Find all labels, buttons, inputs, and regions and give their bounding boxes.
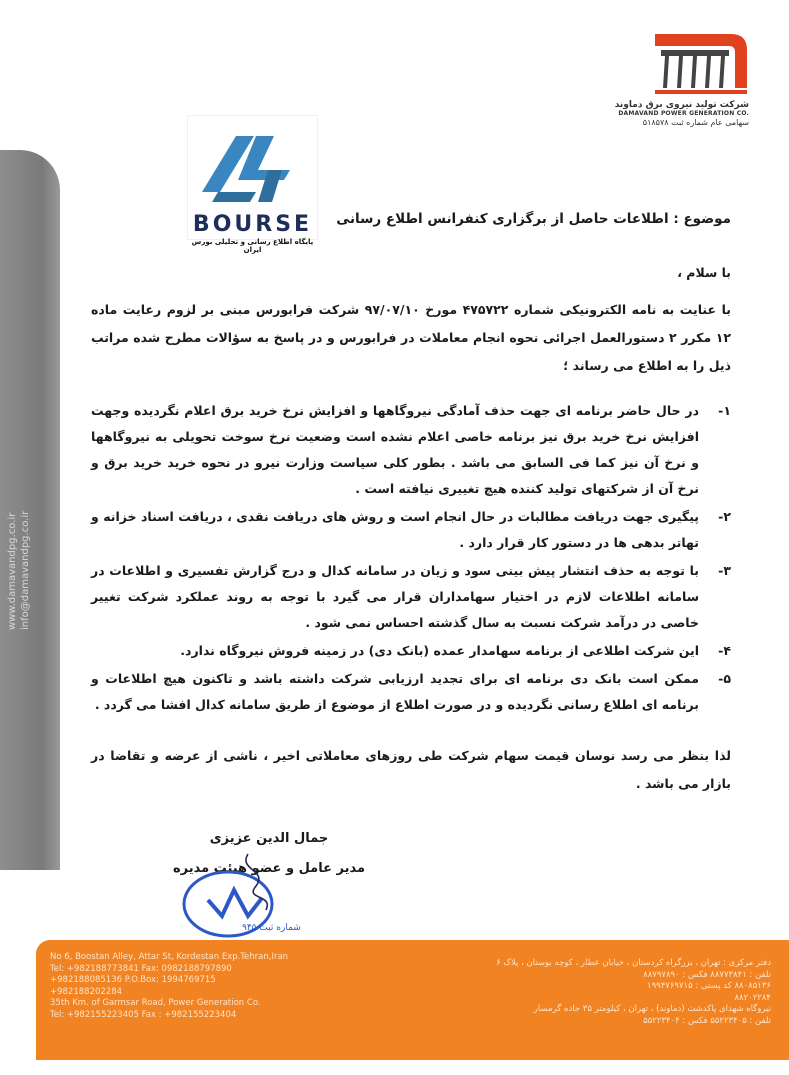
footer-line: ۸۸۰۸۵۱۳۶ کد پستی : ۱۹۹۴۷۶۹۷۱۵ — [647, 981, 771, 991]
footer-line: 35th Km. of Garmsar Road, Power Generation Co. — [50, 998, 261, 1008]
letter-greeting: با سلام ، — [677, 265, 731, 280]
bourse-wordmark: BOURSE — [192, 212, 313, 237]
footer-line: نیروگاه شهدای پاکدشت (دماوند) ، تهران ، کیلومتر ۳۵ جاده گرمسار — [533, 1004, 771, 1014]
list-item — [91, 638, 731, 664]
footer-line: Tel: +982188773841 Fax: 0982188797890 — [50, 963, 232, 974]
footer-english-contact — [50, 952, 380, 1021]
stamp-text: شماره ثبت ۹۴۵ — [242, 923, 301, 933]
letter-subject: موضوع : اطلاعات حاصل از برگزاری کنفرانس اطلاع رسانی — [336, 211, 731, 227]
footer-line: +982188202284 — [50, 986, 123, 997]
list-item — [91, 666, 731, 718]
letter-closing: لذا بنظر می رسد نوسان قیمت سهام شرکت طی روزهای معاملاتی اخیر ، ناشی از عرضه و تقاضا در بازار می باشد . — [91, 748, 731, 791]
side-email: info@damavandpg.co.ir — [20, 510, 31, 630]
signer-title: مدیر عامل و عضو هیئت مدیره — [172, 861, 366, 876]
side-website: www.damavandpg.co.ir — [7, 512, 18, 630]
bourse-24-icon — [198, 130, 308, 208]
company-name-fa: شرکت تولید نیروی برق دماوند — [614, 100, 749, 110]
company-stamp — [178, 850, 301, 940]
company-logo-icon — [649, 26, 749, 98]
letterhead-footer — [36, 940, 789, 1060]
company-name-en: DAMAVAND POWER GENERATION CO. — [618, 110, 749, 117]
list-item — [91, 398, 731, 502]
item-number: ۴- — [718, 643, 731, 658]
footer-line: No 6, Boostan Alley, Attar St, Kordestan Exp.Tehran,Iran — [50, 952, 289, 962]
company-registration: سهامی عام شماره ثبت ۵۱۸۵۷۸ — [642, 118, 749, 127]
footer-line: ۸۸۲۰۲۲۸۴ — [734, 992, 771, 1003]
item-text: در حال حاضر برنامه ای جهت حذف آمادگی نیروگاهها و افزایش نرخ خرید برق اعلام نگردیده وجهت افزایش نرخ خرید برق نیز برنامه خاصی اعلام نشده است وضعیت نرخ سوخت تحویلی به نیروگاهها و نرخ آن نیز کما فی السابق می باشد . بطور کلی سیاست وزارت نیرو در نحوه خرید خرید برق و نرخ آن از شرکتهای تولید کننده هیچ تغییری نیافته است . — [91, 403, 699, 496]
list-item — [91, 558, 731, 636]
item-number: ۵- — [718, 671, 731, 686]
item-text: با توجه به حذف انتشار پیش بینی سود و زیان در سامانه کدال و درج گزارش تفسیری و اطلاعات در سامانه اطلاعات لازم در اختیار سهامداران قرار می گیرد با توجه به روند عملکرد شرکت تغییر خاصی در درآمد شرکت نسبت به سال گذشته احساس نمی شود . — [91, 563, 699, 630]
item-text: ممکن است بانک دی برنامه ای برای تجدید ارزیابی شرکت داشته باشد و تاکنون هیچ اطلاعات و برنامه ای اطلاع رسانی نگردیده و در صورت اطلاع از موضوع از طریق سامانه کدال افشا می گردد . — [91, 671, 699, 712]
footer-persian-contact — [411, 958, 771, 1027]
item-text: پیگیری جهت دریافت مطالبات در حال انجام است و روش های دریافت نقدی ، دریافت اسناد خزانه و تهاتر بدهی ها در دستور کار قرار دارد . — [91, 509, 699, 550]
footer-line: Tel: +982155223405 Fax : +982155223404 — [50, 1009, 237, 1020]
signer-name: جمال الدین عزیزی — [209, 831, 329, 846]
bourse-subtitle: پایگاه اطلاع رسانی و تحلیلی بورس ایران — [191, 238, 314, 254]
letter-items — [91, 398, 731, 720]
letter-intro: با عنایت به نامه الکترونیکی شماره ۴۷۵۷۲۲ مورخ ۹۷/۰۷/۱۰ شرکت فرابورس مبنی بر لزوم رعایت ماده ۱۲ مکرر ۲ دستورالعمل اجرائی نحوه انجام معاملات در فرابورس و در پاسخ به سؤالات مطرح شده مراتب ذیل را به اطلاع می رساند ؛ — [91, 302, 731, 373]
footer-line: تلفن : ۸۸۷۷۳۸۴۱ فکس : ۸۸۷۹۷۸۹۰ — [643, 969, 771, 980]
list-item — [91, 504, 731, 556]
footer-line: +982188085136 P.O.Box: 1994769715 — [50, 975, 216, 985]
footer-line: تلفن : ۵۵۲۲۳۴۰۵ فکس : ۵۵۲۲۳۴۰۴ — [643, 1015, 771, 1026]
item-text: این شرکت اطلاعی از برنامه سهامدار عمده (بانک دی) در زمینه فروش نیروگاه ندارد. — [180, 643, 699, 658]
footer-line: دفتر مرکزی : تهران ، بزرگراه کردستان ، خیابان عطار ، کوچه بوستان ، پلاک ۶ — [496, 958, 771, 968]
item-number: ۲- — [718, 509, 731, 524]
side-contact — [6, 430, 66, 630]
item-number: ۳- — [718, 563, 731, 578]
company-logo — [599, 26, 749, 141]
item-number: ۱- — [718, 403, 731, 418]
